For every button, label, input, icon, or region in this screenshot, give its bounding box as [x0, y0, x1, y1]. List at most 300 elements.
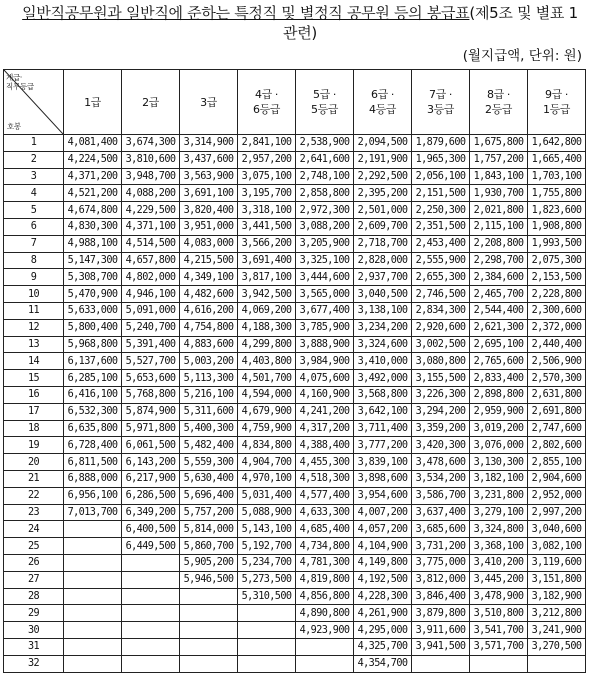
- step-cell: 3: [4, 168, 64, 185]
- salary-cell: 4,104,900: [354, 538, 412, 555]
- salary-cell: 4,241,200: [296, 403, 354, 420]
- salary-cell: 2,898,800: [470, 386, 528, 403]
- salary-cell: 2,501,000: [354, 202, 412, 219]
- salary-cell: [122, 588, 180, 605]
- salary-cell: [296, 655, 354, 672]
- table-row: [4, 655, 586, 672]
- salary-cell: 2,904,600: [528, 470, 586, 487]
- corner-top-label: [6, 73, 34, 91]
- salary-cell: 2,609,700: [354, 218, 412, 235]
- salary-cell: 3,270,500: [528, 638, 586, 655]
- salary-cell: 4,685,400: [296, 521, 354, 538]
- salary-cell: 2,621,300: [470, 319, 528, 336]
- salary-cell: 5,946,500: [180, 571, 238, 588]
- grade-header: [528, 70, 586, 135]
- salary-cell: 3,984,900: [296, 353, 354, 370]
- salary-cell: 2,695,100: [470, 336, 528, 353]
- step-cell: 2: [4, 151, 64, 168]
- salary-cell: [64, 571, 122, 588]
- salary-cell: 6,285,100: [64, 370, 122, 387]
- salary-cell: 3,182,100: [470, 470, 528, 487]
- step-cell: 13: [4, 336, 64, 353]
- salary-cell: 7,013,700: [64, 504, 122, 521]
- grade-header: [412, 70, 470, 135]
- grade-header-line2: 5등급: [310, 103, 339, 116]
- salary-cell: [180, 638, 238, 655]
- salary-cell: 5,147,300: [64, 252, 122, 269]
- salary-cell: 3,820,400: [180, 202, 238, 219]
- salary-cell: 3,568,800: [354, 386, 412, 403]
- salary-cell: 5,757,200: [180, 504, 238, 521]
- salary-cell: 4,075,600: [296, 370, 354, 387]
- salary-cell: 3,510,800: [470, 605, 528, 622]
- salary-cell: 6,635,800: [64, 420, 122, 437]
- salary-cell: 5,088,900: [238, 504, 296, 521]
- salary-cell: 3,441,500: [238, 218, 296, 235]
- table-row: [4, 420, 586, 437]
- table-row: [4, 470, 586, 487]
- salary-cell: [64, 521, 122, 538]
- salary-cell: 4,518,300: [296, 470, 354, 487]
- salary-cell: 5,470,900: [64, 286, 122, 303]
- salary-cell: 5,143,100: [238, 521, 296, 538]
- salary-cell: 5,216,100: [180, 386, 238, 403]
- salary-cell: 3,942,500: [238, 286, 296, 303]
- step-cell: 25: [4, 538, 64, 555]
- salary-cell: 5,234,700: [238, 554, 296, 571]
- salary-cell: [180, 622, 238, 639]
- salary-cell: 5,874,900: [122, 403, 180, 420]
- salary-cell: 3,812,000: [412, 571, 470, 588]
- salary-cell: 4,923,900: [296, 622, 354, 639]
- grade-header-line1: 2급: [142, 95, 159, 109]
- salary-cell: 3,839,100: [354, 454, 412, 471]
- salary-cell: 2,959,900: [470, 403, 528, 420]
- salary-cell: 4,371,200: [64, 168, 122, 185]
- salary-cell: 2,208,800: [470, 235, 528, 252]
- corner-top-line2: 직무등급: [6, 82, 34, 91]
- salary-cell: 2,351,500: [412, 218, 470, 235]
- table-row: [4, 336, 586, 353]
- step-cell: 31: [4, 638, 64, 655]
- salary-cell: 1,823,600: [528, 202, 586, 219]
- grade-header-line2: 3등급: [426, 103, 455, 116]
- salary-cell: 3,437,600: [180, 151, 238, 168]
- step-cell: 28: [4, 588, 64, 605]
- salary-cell: 6,888,000: [64, 470, 122, 487]
- salary-cell: 3,182,900: [528, 588, 586, 605]
- salary-cell: 3,948,700: [122, 168, 180, 185]
- salary-cell: 5,860,700: [180, 538, 238, 555]
- salary-cell: 3,898,600: [354, 470, 412, 487]
- salary-cell: 3,130,300: [470, 454, 528, 471]
- salary-cell: 2,833,400: [470, 370, 528, 387]
- salary-cell: 4,228,300: [354, 588, 412, 605]
- salary-cell: 2,153,500: [528, 269, 586, 286]
- salary-cell: 3,888,900: [296, 336, 354, 353]
- salary-table-body: [4, 70, 586, 673]
- table-row: [4, 151, 586, 168]
- salary-cell: 2,631,800: [528, 386, 586, 403]
- salary-cell: [412, 655, 470, 672]
- step-cell: 14: [4, 353, 64, 370]
- salary-cell: 5,310,500: [238, 588, 296, 605]
- grade-header-line1: 3급: [200, 95, 217, 109]
- title-ref: (제5조 및 별표 1: [469, 4, 578, 22]
- salary-cell: 6,400,500: [122, 521, 180, 538]
- step-cell: 16: [4, 386, 64, 403]
- step-cell: 18: [4, 420, 64, 437]
- salary-cell: 2,453,400: [412, 235, 470, 252]
- salary-cell: 6,728,400: [64, 437, 122, 454]
- salary-cell: 4,088,200: [122, 185, 180, 202]
- salary-cell: 3,019,200: [470, 420, 528, 437]
- salary-cell: 1,757,200: [470, 151, 528, 168]
- corner-header: [4, 70, 64, 135]
- grade-header-line1: 9급 ·: [544, 88, 569, 101]
- document-title: [0, 3, 600, 43]
- salary-cell: [180, 605, 238, 622]
- salary-cell: 2,841,100: [238, 135, 296, 152]
- salary-cell: 3,586,700: [412, 487, 470, 504]
- salary-cell: 5,653,600: [122, 370, 180, 387]
- salary-cell: 3,817,100: [238, 269, 296, 286]
- table-row: [4, 386, 586, 403]
- salary-cell: 3,082,100: [528, 538, 586, 555]
- salary-cell: [64, 588, 122, 605]
- step-cell: 6: [4, 218, 64, 235]
- step-cell: 11: [4, 302, 64, 319]
- table-row: [4, 605, 586, 622]
- salary-cell: 4,229,500: [122, 202, 180, 219]
- salary-cell: 3,785,900: [296, 319, 354, 336]
- salary-cell: 4,679,900: [238, 403, 296, 420]
- table-row: [4, 370, 586, 387]
- salary-cell: 2,298,700: [470, 252, 528, 269]
- salary-cell: 5,905,200: [180, 554, 238, 571]
- table-row: [4, 302, 586, 319]
- grade-header-line1: 5급 ·: [312, 88, 337, 101]
- grade-header: [180, 70, 238, 135]
- salary-cell: 3,685,600: [412, 521, 470, 538]
- salary-cell: 4,069,200: [238, 302, 296, 319]
- salary-cell: 2,384,600: [470, 269, 528, 286]
- grade-header-line2: 4등급: [368, 103, 397, 116]
- salary-cell: 3,040,600: [528, 521, 586, 538]
- salary-cell: [122, 622, 180, 639]
- salary-cell: 2,765,600: [470, 353, 528, 370]
- grade-header-line1: 1급: [84, 95, 101, 109]
- grade-header-line1: 8급 ·: [486, 88, 511, 101]
- salary-cell: 4,188,300: [238, 319, 296, 336]
- salary-cell: [296, 638, 354, 655]
- salary-cell: 2,056,100: [412, 168, 470, 185]
- salary-cell: 5,633,000: [64, 302, 122, 319]
- salary-cell: 5,192,700: [238, 538, 296, 555]
- salary-cell: 2,997,200: [528, 504, 586, 521]
- table-row: [4, 353, 586, 370]
- step-cell: 27: [4, 571, 64, 588]
- salary-cell: 2,718,700: [354, 235, 412, 252]
- salary-cell: 3,318,100: [238, 202, 296, 219]
- salary-cell: 2,115,100: [470, 218, 528, 235]
- salary-cell: 4,083,000: [180, 235, 238, 252]
- salary-cell: 5,814,000: [180, 521, 238, 538]
- grade-header-line1: 6급 ·: [370, 88, 395, 101]
- salary-cell: 4,988,100: [64, 235, 122, 252]
- salary-cell: 2,937,700: [354, 269, 412, 286]
- table-row: [4, 252, 586, 269]
- salary-cell: [180, 588, 238, 605]
- salary-cell: 3,731,200: [412, 538, 470, 555]
- salary-cell: 3,677,400: [296, 302, 354, 319]
- salary-cell: 4,754,800: [180, 319, 238, 336]
- salary-cell: 3,076,000: [470, 437, 528, 454]
- table-row: [4, 504, 586, 521]
- salary-cell: 4,295,000: [354, 622, 412, 639]
- salary-cell: 3,294,200: [412, 403, 470, 420]
- salary-cell: [528, 655, 586, 672]
- salary-cell: 3,410,200: [470, 554, 528, 571]
- salary-cell: 3,231,800: [470, 487, 528, 504]
- table-row: [4, 622, 586, 639]
- salary-cell: 2,952,000: [528, 487, 586, 504]
- table-row: [4, 319, 586, 336]
- salary-cell: 3,534,200: [412, 470, 470, 487]
- salary-cell: 3,080,800: [412, 353, 470, 370]
- table-row: [4, 538, 586, 555]
- salary-cell: 3,119,600: [528, 554, 586, 571]
- salary-cell: 2,395,200: [354, 185, 412, 202]
- salary-cell: 5,768,800: [122, 386, 180, 403]
- grade-header: [296, 70, 354, 135]
- table-row: [4, 218, 586, 235]
- salary-cell: 3,492,000: [354, 370, 412, 387]
- salary-cell: 2,544,400: [470, 302, 528, 319]
- salary-cell: 1,675,800: [470, 135, 528, 152]
- step-cell: 24: [4, 521, 64, 538]
- salary-cell: 4,317,200: [296, 420, 354, 437]
- table-row: [4, 571, 586, 588]
- salary-cell: [122, 554, 180, 571]
- salary-cell: [64, 622, 122, 639]
- salary-cell: [238, 655, 296, 672]
- table-row: [4, 168, 586, 185]
- salary-cell: [238, 638, 296, 655]
- salary-cell: 3,151,800: [528, 571, 586, 588]
- salary-cell: 3,212,800: [528, 605, 586, 622]
- salary-cell: 2,465,700: [470, 286, 528, 303]
- salary-cell: 4,261,900: [354, 605, 412, 622]
- grade-header: [122, 70, 180, 135]
- salary-cell: 2,957,200: [238, 151, 296, 168]
- table-row: [4, 135, 586, 152]
- step-cell: 17: [4, 403, 64, 420]
- salary-cell: 5,630,400: [180, 470, 238, 487]
- salary-cell: 4,371,100: [122, 218, 180, 235]
- title-main: 일반직공무원과 일반직에 준하는 특정직 및 별정직 공무원 등의 봉급표: [22, 4, 470, 22]
- step-cell: 20: [4, 454, 64, 471]
- salary-cell: 3,541,700: [470, 622, 528, 639]
- salary-cell: [122, 655, 180, 672]
- salary-cell: 4,802,000: [122, 269, 180, 286]
- table-row: [4, 487, 586, 504]
- grade-header-line1: 4급 ·: [254, 88, 279, 101]
- salary-cell: 4,594,000: [238, 386, 296, 403]
- salary-cell: 2,855,100: [528, 454, 586, 471]
- salary-cell: 6,286,500: [122, 487, 180, 504]
- salary-cell: [122, 638, 180, 655]
- salary-cell: 1,755,800: [528, 185, 586, 202]
- salary-cell: 2,828,000: [354, 252, 412, 269]
- salary-cell: 4,657,800: [122, 252, 180, 269]
- corner-bottom-label: 호봉: [7, 122, 21, 131]
- salary-cell: 4,081,400: [64, 135, 122, 152]
- salary-cell: 4,819,800: [296, 571, 354, 588]
- salary-cell: 5,559,300: [180, 454, 238, 471]
- salary-cell: 4,734,800: [296, 538, 354, 555]
- salary-cell: 4,215,500: [180, 252, 238, 269]
- salary-cell: 3,941,500: [412, 638, 470, 655]
- salary-cell: 2,570,300: [528, 370, 586, 387]
- table-row: [4, 235, 586, 252]
- salary-cell: 4,160,900: [296, 386, 354, 403]
- salary-cell: 3,088,200: [296, 218, 354, 235]
- salary-cell: 2,075,300: [528, 252, 586, 269]
- salary-cell: 4,403,800: [238, 353, 296, 370]
- salary-cell: 4,224,500: [64, 151, 122, 168]
- salary-cell: 4,057,200: [354, 521, 412, 538]
- salary-cell: 2,151,500: [412, 185, 470, 202]
- salary-cell: 6,416,100: [64, 386, 122, 403]
- salary-cell: 5,482,400: [180, 437, 238, 454]
- salary-cell: 3,279,100: [470, 504, 528, 521]
- salary-cell: 3,571,700: [470, 638, 528, 655]
- table-row: [4, 638, 586, 655]
- salary-cell: 3,410,000: [354, 353, 412, 370]
- salary-cell: 2,748,100: [296, 168, 354, 185]
- salary-cell: 3,195,700: [238, 185, 296, 202]
- salary-cell: 2,834,300: [412, 302, 470, 319]
- salary-cell: [180, 655, 238, 672]
- salary-cell: 5,971,800: [122, 420, 180, 437]
- salary-cell: 2,440,400: [528, 336, 586, 353]
- salary-cell: 5,273,500: [238, 571, 296, 588]
- step-cell: 30: [4, 622, 64, 639]
- salary-cell: 2,191,900: [354, 151, 412, 168]
- salary-cell: 3,445,200: [470, 571, 528, 588]
- title-ref-cont: 관련): [283, 24, 317, 42]
- salary-cell: 1,665,400: [528, 151, 586, 168]
- salary-cell: 3,478,900: [470, 588, 528, 605]
- salary-cell: 3,691,100: [180, 185, 238, 202]
- salary-cell: 4,149,800: [354, 554, 412, 571]
- salary-cell: 4,633,300: [296, 504, 354, 521]
- salary-cell: 3,324,800: [470, 521, 528, 538]
- table-row: [4, 403, 586, 420]
- salary-cell: 3,324,600: [354, 336, 412, 353]
- salary-cell: 3,444,600: [296, 269, 354, 286]
- step-cell: 23: [4, 504, 64, 521]
- salary-cell: 3,325,100: [296, 252, 354, 269]
- salary-cell: 4,482,600: [180, 286, 238, 303]
- salary-cell: 4,883,600: [180, 336, 238, 353]
- salary-cell: 5,391,400: [122, 336, 180, 353]
- grade-header: [64, 70, 122, 135]
- salary-cell: 3,002,500: [412, 336, 470, 353]
- step-cell: 15: [4, 370, 64, 387]
- salary-cell: 2,747,600: [528, 420, 586, 437]
- salary-cell: 4,759,900: [238, 420, 296, 437]
- salary-cell: 4,834,800: [238, 437, 296, 454]
- salary-cell: 6,061,500: [122, 437, 180, 454]
- salary-cell: [122, 571, 180, 588]
- salary-cell: 6,532,300: [64, 403, 122, 420]
- salary-cell: 4,970,100: [238, 470, 296, 487]
- step-cell: 29: [4, 605, 64, 622]
- salary-cell: 3,138,100: [354, 302, 412, 319]
- salary-cell: 5,311,600: [180, 403, 238, 420]
- salary-cell: 3,563,900: [180, 168, 238, 185]
- step-cell: 8: [4, 252, 64, 269]
- grade-header: [238, 70, 296, 135]
- salary-cell: 3,846,400: [412, 588, 470, 605]
- salary-cell: 3,911,600: [412, 622, 470, 639]
- salary-cell: 3,040,500: [354, 286, 412, 303]
- salary-cell: 3,205,900: [296, 235, 354, 252]
- salary-cell: 4,007,200: [354, 504, 412, 521]
- salary-cell: 5,527,700: [122, 353, 180, 370]
- salary-cell: 3,155,500: [412, 370, 470, 387]
- table-row: [4, 521, 586, 538]
- salary-cell: [64, 605, 122, 622]
- table-row: [4, 437, 586, 454]
- table-row: [4, 286, 586, 303]
- salary-cell: 5,031,400: [238, 487, 296, 504]
- salary-cell: 1,879,600: [412, 135, 470, 152]
- salary-cell: 3,368,100: [470, 538, 528, 555]
- salary-cell: 3,711,400: [354, 420, 412, 437]
- grade-header: [354, 70, 412, 135]
- salary-cell: 4,830,300: [64, 218, 122, 235]
- salary-cell: 2,094,500: [354, 135, 412, 152]
- salary-cell: 3,420,300: [412, 437, 470, 454]
- salary-cell: 2,506,900: [528, 353, 586, 370]
- table-row: [4, 202, 586, 219]
- salary-cell: 6,217,900: [122, 470, 180, 487]
- salary-cell: [238, 605, 296, 622]
- salary-cell: 2,641,600: [296, 151, 354, 168]
- salary-cell: 6,811,500: [64, 454, 122, 471]
- salary-cell: 3,642,100: [354, 403, 412, 420]
- salary-cell: 4,325,700: [354, 638, 412, 655]
- salary-cell: [64, 655, 122, 672]
- table-row: [4, 269, 586, 286]
- salary-cell: [238, 622, 296, 639]
- salary-cell: 5,240,700: [122, 319, 180, 336]
- salary-cell: 1,642,800: [528, 135, 586, 152]
- salary-cell: 1,703,100: [528, 168, 586, 185]
- step-cell: 5: [4, 202, 64, 219]
- salary-cell: 6,137,600: [64, 353, 122, 370]
- salary-cell: 4,904,700: [238, 454, 296, 471]
- salary-cell: 1,993,500: [528, 235, 586, 252]
- salary-cell: 2,691,800: [528, 403, 586, 420]
- table-row: [4, 185, 586, 202]
- salary-cell: 5,113,300: [180, 370, 238, 387]
- salary-cell: 4,514,500: [122, 235, 180, 252]
- salary-cell: 4,856,800: [296, 588, 354, 605]
